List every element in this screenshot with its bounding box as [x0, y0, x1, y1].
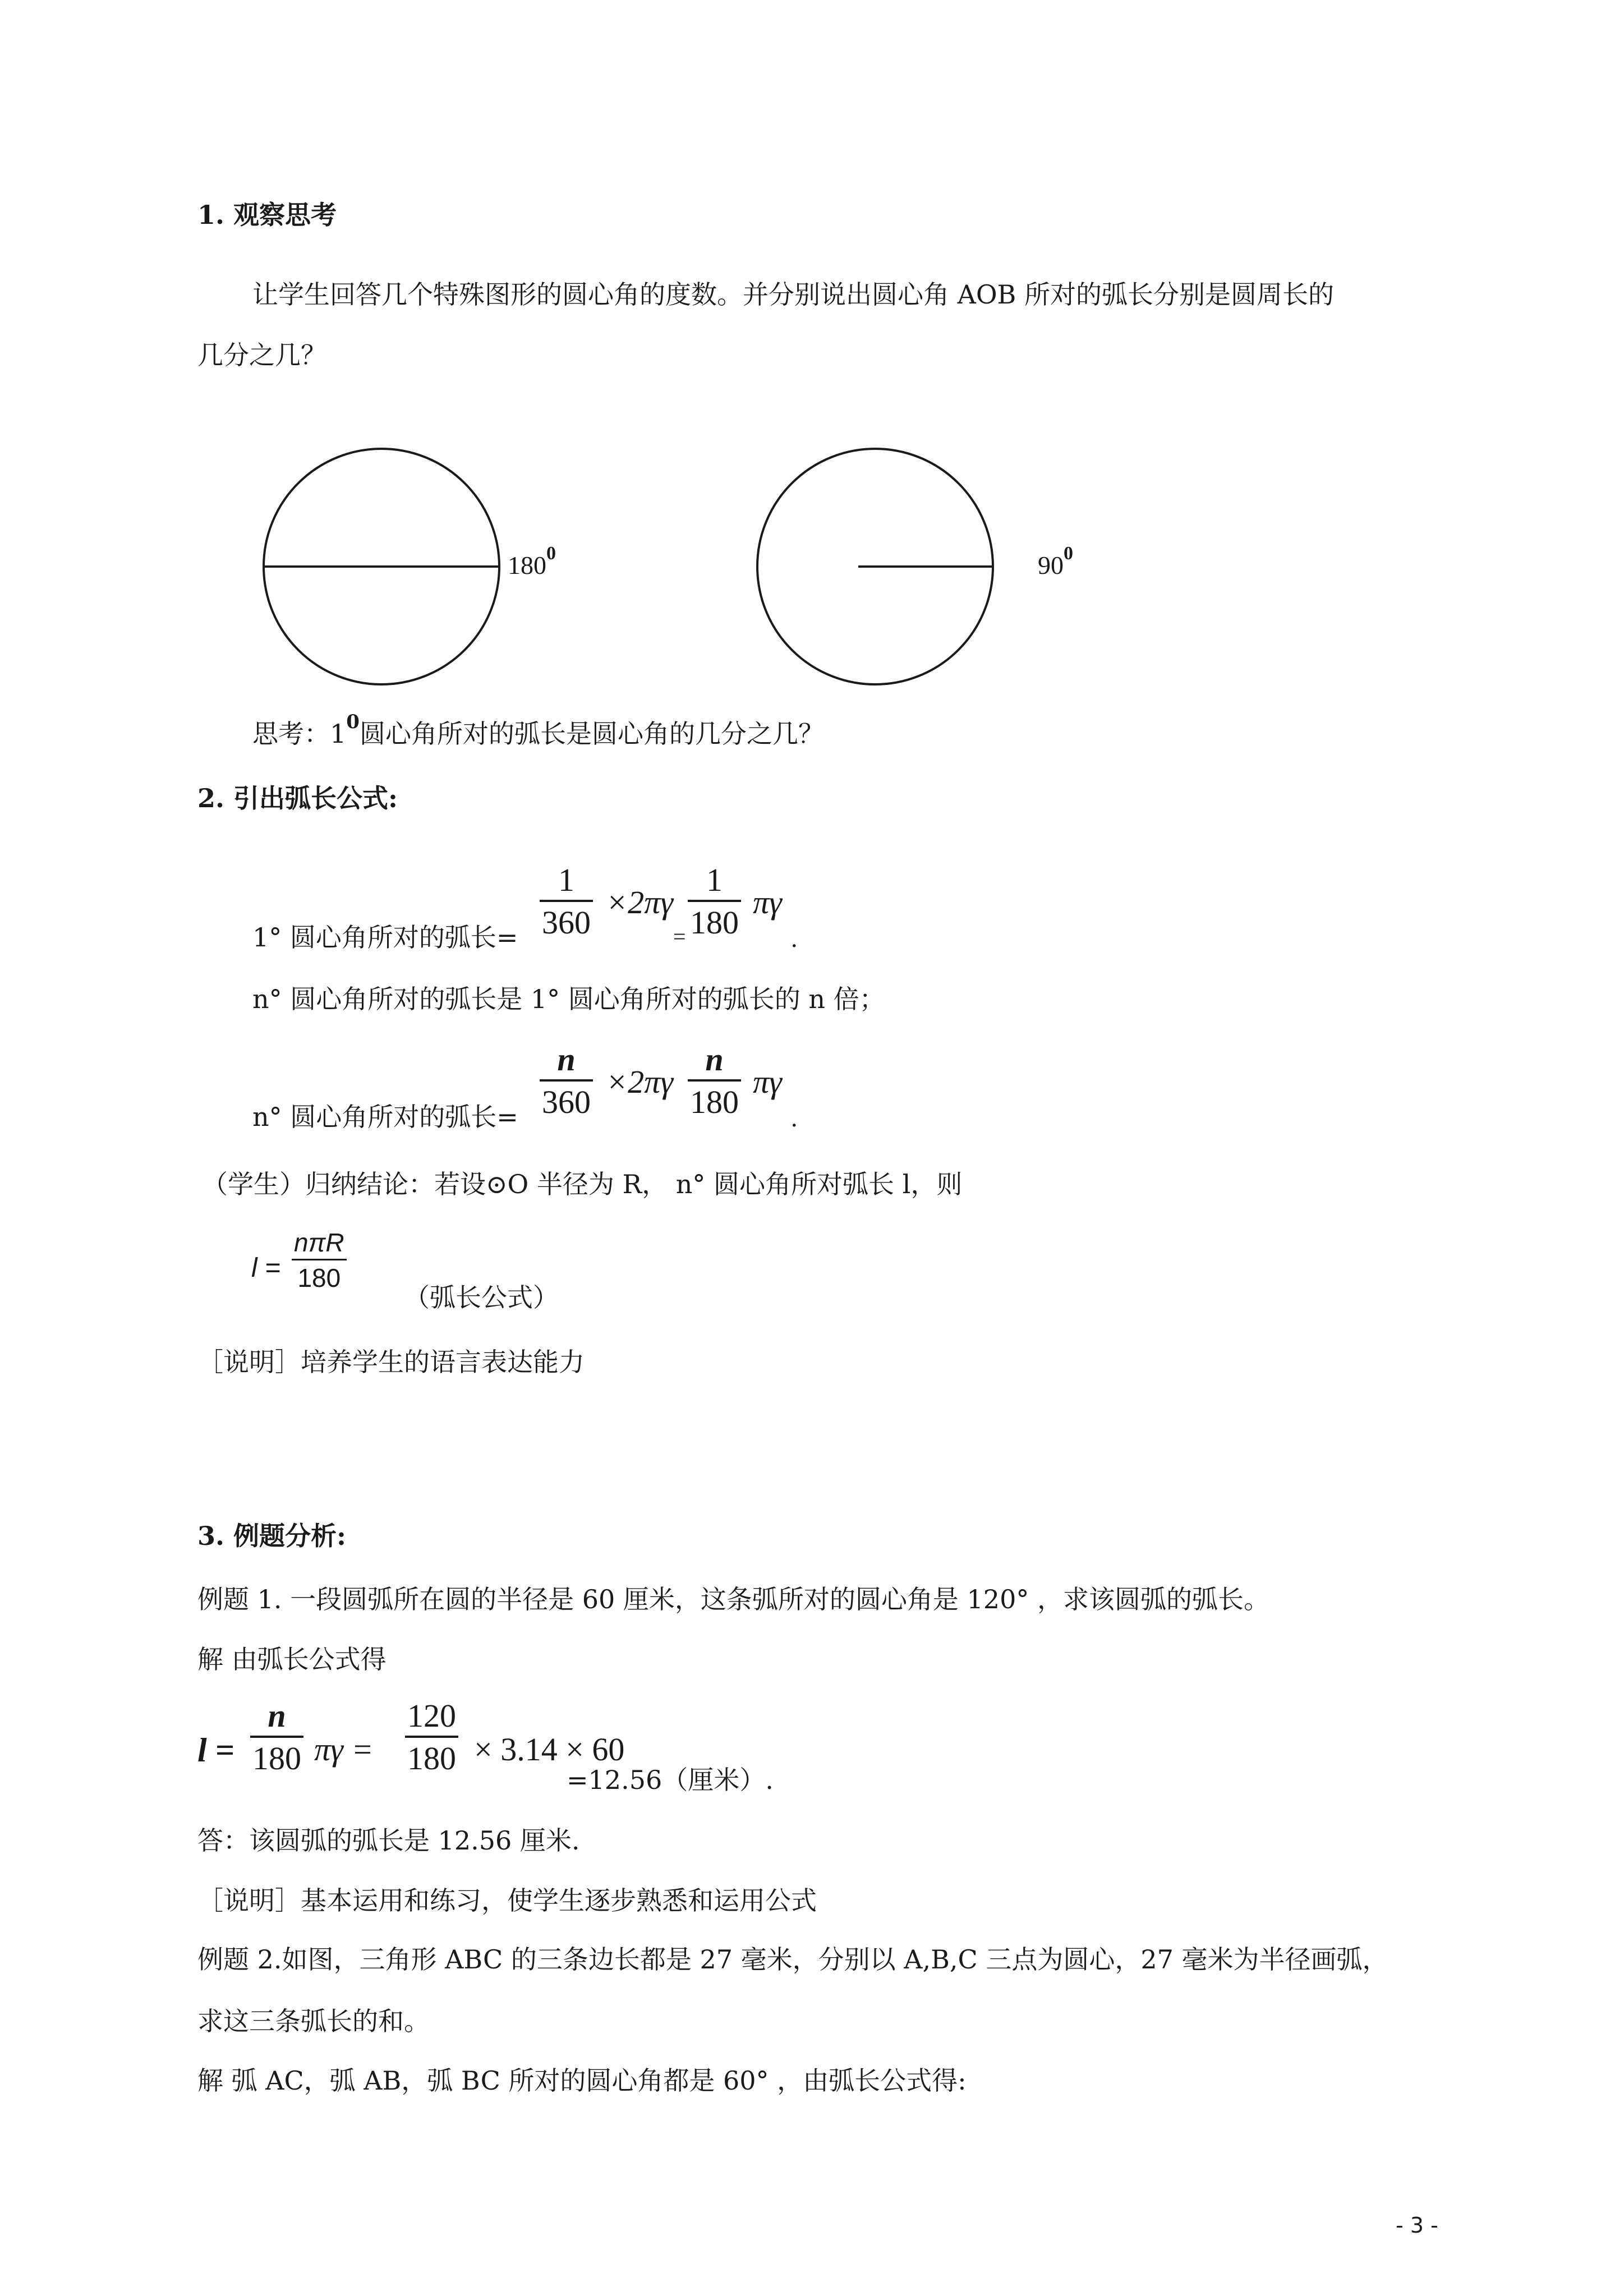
section-1-paragraph-line-2: 几分之几？: [197, 340, 326, 370]
section-2-heading: 2. 引出弧长公式:: [197, 783, 398, 813]
example-1-fraction-n-over-180: n 180: [250, 1700, 303, 1775]
fraction-n-over-360: n 360: [540, 1043, 593, 1119]
angle-label-90: $90^0$: [1038, 543, 1073, 579]
period: .: [791, 924, 798, 953]
pi-gamma: πγ: [753, 884, 782, 921]
example-1-solution-intro: 解 由弧长公式得: [197, 1644, 387, 1674]
formula-2-label: n° 圆心角所对的弧长=: [252, 1102, 518, 1132]
page-number: - 3 -: [1396, 2213, 1438, 2238]
times-2-pi-gamma-2: ×2πγ: [606, 1064, 674, 1100]
fraction-1-over-360: 1 360: [540, 864, 593, 939]
section-3-heading: 3. 例题分析:: [197, 1521, 347, 1551]
period-2: .: [791, 1103, 798, 1132]
arc-formula-caption: （弧长公式）: [404, 1282, 559, 1313]
arc-formula-fraction: nπR 180: [292, 1230, 347, 1291]
example-1-pi-gamma: πγ =: [314, 1731, 374, 1768]
equals-sign: =: [673, 924, 686, 949]
example-2-problem-line-2: 求这三条弧长的和。: [197, 2006, 430, 2036]
n-degree-statement: n° 圆心角所对的弧长是 1° 圆心角所对的弧长的 n 倍；: [252, 984, 885, 1014]
example-1-fraction-120-over-180: 120 180: [405, 1700, 458, 1775]
arc-formula-lhs: l =: [251, 1253, 281, 1283]
fraction-n-over-180: n 180: [688, 1043, 741, 1119]
example-1-result: =12.56（厘米）.: [567, 1765, 774, 1795]
fraction-1-over-180: 1 180: [688, 864, 741, 939]
formula-1-label: 1° 圆心角所对的弧长=: [252, 922, 518, 953]
example-2-solution-intro: 解 弧 AC，弧 AB，弧 BC 所对的圆心角都是 60° ，由弧长公式得:: [197, 2065, 967, 2096]
example-1-l-equals: l =: [197, 1732, 234, 1769]
times-2-pi-gamma: ×2πγ: [606, 884, 674, 921]
think-question: 思考：$1^0$圆心角所对的弧长是圆心角的几分之几？: [252, 711, 824, 749]
circle-radius-figure: [752, 443, 999, 690]
angle-label-180: $180^0$: [508, 543, 556, 579]
circle-diameter-figure: [258, 443, 505, 690]
example-1-problem: 例题 1. 一段圆弧所在圆的半径是 60 厘米，这条弧所对的圆心角是 120° ，求该圆弧的弧长。: [197, 1584, 1269, 1614]
conclusion-statement: （学生）归纳结论：若设⊙O 半径为 R， n° 圆心角所对弧长 l，则: [202, 1169, 963, 1199]
example-1-product: × 3.14 × 60: [474, 1731, 625, 1768]
pi-gamma-2: πγ: [753, 1064, 782, 1100]
note-language-skills: ［说明］培养学生的语言表达能力: [197, 1347, 585, 1377]
example-1-answer: 答：该圆弧的弧长是 12.56 厘米.: [197, 1825, 580, 1856]
example-2-problem-line-1: 例题 2.如图，三角形 ABC 的三条边长都是 27 毫米，分别以 A,B,C 三点为圆心，27 毫米为半径画弧，: [197, 1944, 1388, 1975]
section-1-heading: 1. 观察思考: [197, 200, 337, 230]
note-practice: ［说明］基本运用和练习，使学生逐步熟悉和运用公式: [197, 1885, 817, 1916]
section-1-paragraph-line-1: 让学生回答几个特殊图形的圆心角的度数。并分别说出圆心角 AOB 所对的弧长分别是圆周长的: [252, 279, 1334, 310]
